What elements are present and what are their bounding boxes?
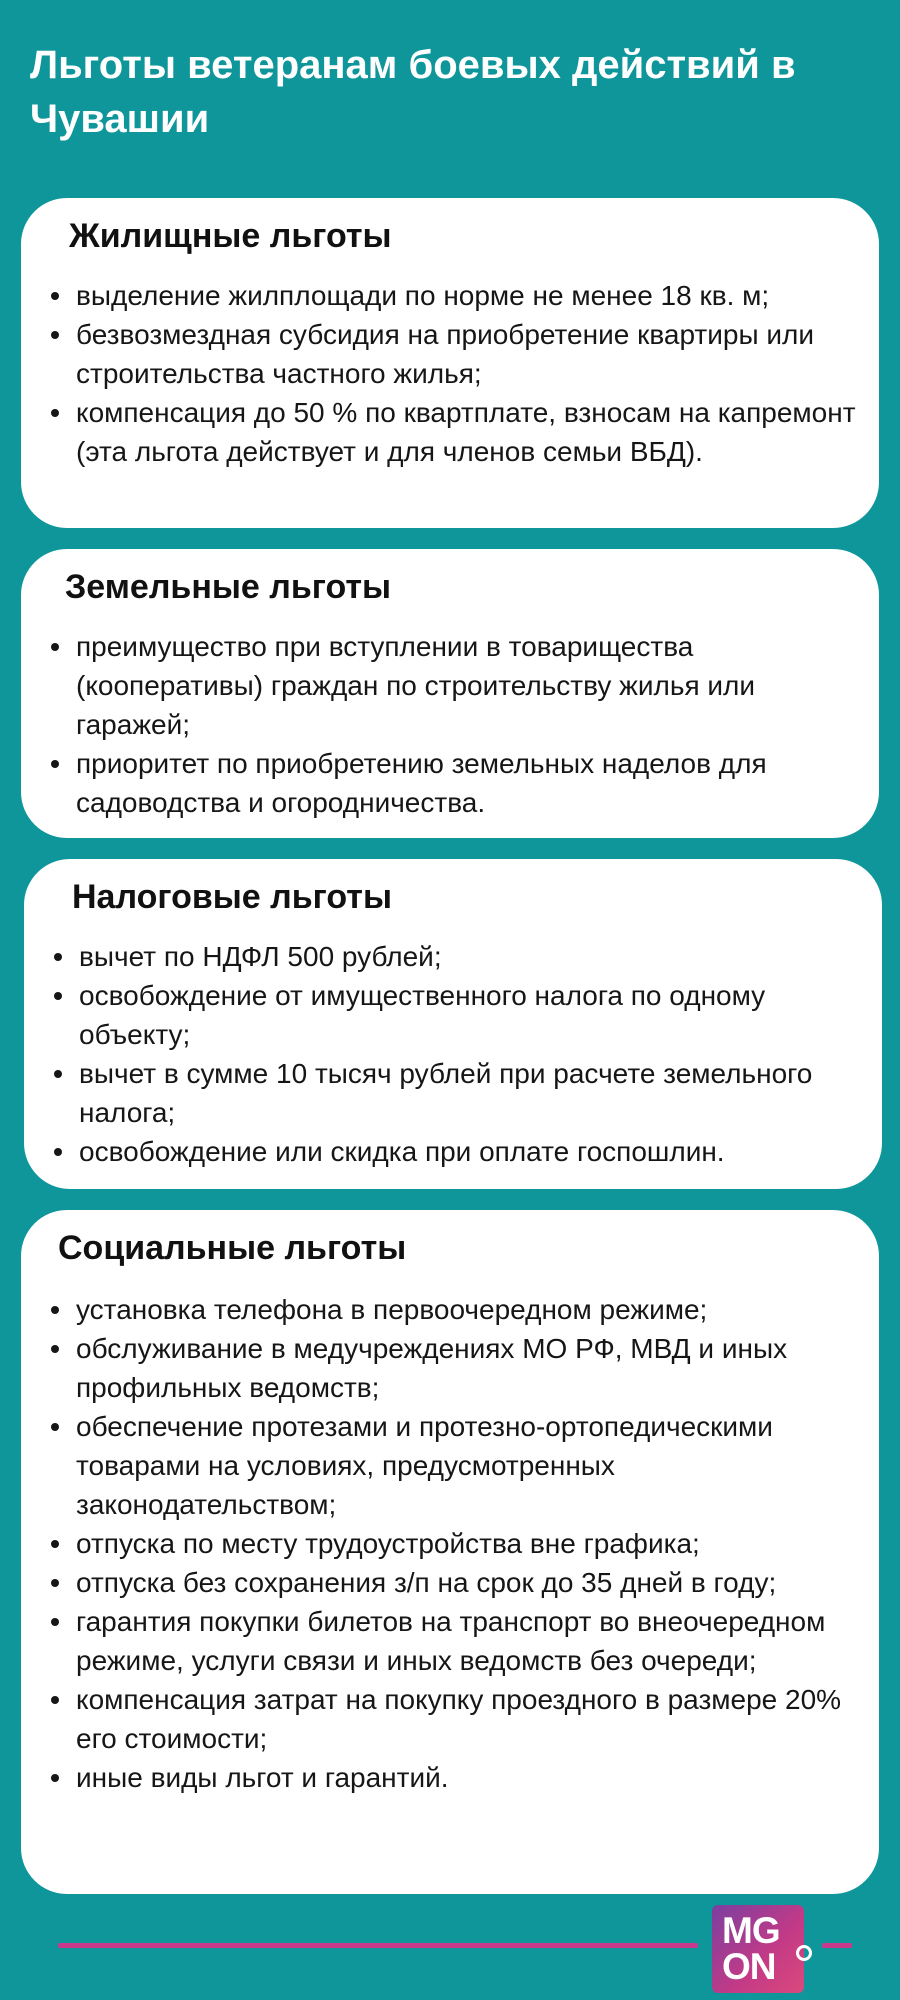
page-title: Льготы ветеранам боевых действий в Чувашии	[30, 43, 796, 141]
section-heading-social: Социальные льготы	[58, 1229, 407, 1267]
list-item: освобождение или скидка при оплате госпошлин.	[24, 1132, 862, 1171]
list-item: вычет в сумме 10 тысяч рублей при расчете земельного налога;	[24, 1054, 862, 1132]
list-item: отпуска по месту трудоустройства вне графика;	[21, 1524, 859, 1563]
section-heading-land: Земельные льготы	[65, 568, 392, 606]
section-heading-tax: Налоговые льготы	[72, 878, 392, 916]
list-item: обеспечение протезами и протезно-ортопедическими товарами на условиях, предусмотренных законодательством;	[21, 1407, 859, 1524]
footer-line-left	[58, 1943, 698, 1948]
list-item: установка телефона в первоочередном режиме;	[21, 1290, 859, 1329]
brand-logo	[712, 1905, 804, 1993]
list-housing	[21, 276, 859, 471]
list-item: приоритет по приобретению земельных наделов для садоводства и огородничества.	[21, 744, 859, 822]
logo-text-line1: MG	[722, 1910, 780, 1951]
list-item: безвозмездная субсидия на приобретение квартиры или строительства частного жилья;	[21, 315, 859, 393]
section-heading-housing: Жилищные льготы	[69, 217, 392, 255]
section-tax	[24, 859, 882, 1189]
section-land	[21, 549, 879, 838]
list-item: выделение жилплощади по норме не менее 18 кв. м;	[21, 276, 859, 315]
list-item: отпуска без сохранения з/п на срок до 35 дней в году;	[21, 1563, 859, 1602]
list-item: обслуживание в медучреждениях МО РФ, МВД и иных профильных ведомств;	[21, 1329, 859, 1407]
list-land	[21, 627, 859, 822]
list-item: преимущество при вступлении в товарищества (кооперативы) граждан по строительству жилья или гаражей;	[21, 627, 859, 744]
list-tax	[24, 937, 862, 1171]
logo-text-line2: ON	[722, 1946, 776, 1987]
section-social	[21, 1210, 879, 1894]
list-item: компенсация до 50 % по квартплате, взносам на капремонт (эта льгота действует и для членов семьи ВБД).	[21, 393, 859, 471]
footer-line-right	[822, 1943, 852, 1948]
logo-dot-icon	[796, 1945, 812, 1961]
list-item: гарантия покупки билетов на транспорт во внеочередном режиме, услуги связи и иных ведомств без очереди;	[21, 1602, 859, 1680]
list-item: освобождение от имущественного налога по одному объекту;	[24, 976, 862, 1054]
list-social	[21, 1290, 859, 1797]
list-item: иные виды льгот и гарантий.	[21, 1758, 859, 1797]
section-housing	[21, 198, 879, 528]
list-item: компенсация затрат на покупку проездного в размере 20% его стоимости;	[21, 1680, 859, 1758]
list-item: вычет по НДФЛ 500 рублей;	[24, 937, 862, 976]
